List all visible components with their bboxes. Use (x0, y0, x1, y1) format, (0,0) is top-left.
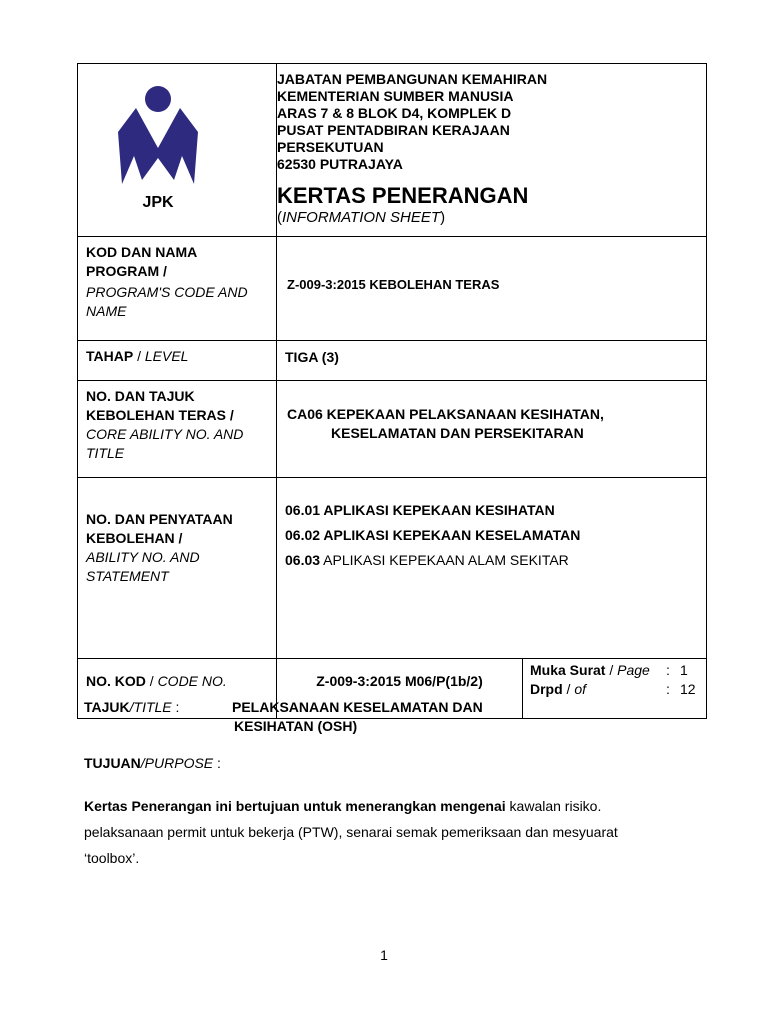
page-label (530, 661, 666, 680)
title-value: KESIHATAN (OSH) (234, 718, 358, 734)
page-of-total (530, 661, 706, 680)
ability-row (78, 478, 707, 659)
label-separator: / (605, 662, 618, 678)
level-value: TIGA (3) (285, 349, 339, 365)
label-separator: / (145, 673, 158, 689)
org-line: PUSAT PENTADBIRAN KERAJAAN (277, 122, 510, 138)
ability-text: APLIKASI KEPEKAAN ALAM SEKITAR (320, 552, 569, 568)
paren-open: ( (277, 209, 282, 226)
purpose-label (84, 755, 221, 771)
org-address (277, 64, 706, 173)
ability-item (285, 551, 706, 576)
doc-subtitle-text: INFORMATION SHEET (282, 209, 441, 226)
level-label: TAHAP (86, 348, 134, 364)
total-pages-value: 12 (680, 681, 696, 697)
jpk-logo-icon (116, 84, 201, 214)
ability-value-cell (277, 478, 707, 659)
ability-label: NO. DAN PENYATAAN (86, 511, 233, 527)
core-ability-label: NO. DAN TAJUK (86, 388, 195, 404)
org-line: 62530 PUTRAJAYA (277, 156, 403, 172)
page-number: 1 (380, 947, 388, 963)
title-value: PELAKSANAAN KESELAMATAN DAN (232, 699, 483, 715)
code-label: NO. KOD (86, 673, 146, 689)
purpose-label-ms: TUJUAN (84, 755, 141, 771)
paragraph-bold-text: Kertas Penerangan ini bertujuan untuk menerangkan mengenai (84, 798, 506, 814)
program-label-cell (78, 237, 277, 341)
ability-label-en: STATEMENT (86, 568, 169, 584)
org-line: PERSEKUTUAN (277, 139, 384, 155)
colon: : (666, 662, 670, 678)
label-separator: / (562, 681, 575, 697)
doc-title: KERTAS PENERANGAN (277, 183, 529, 208)
page-label-ms: Muka Surat (530, 662, 606, 678)
ability-list (285, 478, 706, 576)
core-ability-label-cell (78, 381, 277, 478)
logo-cell (78, 64, 277, 237)
org-cell (277, 64, 707, 237)
info-sheet-header-table (77, 63, 707, 719)
purpose-label-en: /PURPOSE (140, 755, 214, 771)
of-label-ms: Drpd (530, 681, 563, 697)
core-ability-value-cell (277, 381, 707, 478)
level-label-cell (78, 341, 277, 381)
label-separator: / (133, 348, 145, 364)
level-label-en: LEVEL (144, 348, 189, 364)
level-value-cell (277, 341, 707, 381)
program-value-cell (277, 237, 707, 341)
program-label-en: PROGRAM'S CODE AND (86, 284, 248, 300)
level-row (78, 341, 707, 381)
of-label (530, 680, 666, 699)
paragraph-line (84, 793, 704, 819)
ability-text: APLIKASI KEPEKAAN KESELAMATAN (320, 527, 581, 543)
core-ability-row (78, 381, 707, 478)
ability-item (285, 501, 706, 526)
core-ability-value-line: KESELAMATAN DAN PERSEKITARAN (331, 425, 584, 441)
core-ability-label-en: TITLE (86, 445, 125, 461)
core-ability-value-line: CA06 KEPEKAAN PELAKSANAAN KESIHATAN, (287, 406, 604, 422)
ability-label-cell (78, 478, 277, 659)
total-pages (530, 680, 706, 699)
ability-label: KEBOLEHAN / (86, 530, 183, 546)
paren-close: ) (440, 209, 446, 226)
purpose-paragraph (84, 793, 704, 871)
org-line: JABATAN PEMBANGUNAN KEMAHIRAN (277, 71, 548, 87)
program-label: KOD DAN NAMA (86, 244, 198, 260)
page-value: 1 (680, 662, 688, 678)
ability-number: 06.01 (285, 502, 321, 518)
title-label-ms: TAJUK (84, 699, 130, 715)
ability-label-en: ABILITY NO. AND (86, 549, 200, 565)
ability-number: 06.03 (285, 552, 321, 568)
org-line: ARAS 7 & 8 BLOK D4, KOMPLEK D (277, 105, 512, 121)
paragraph-line: ‘toolbox’. (84, 850, 140, 866)
code-value: Z-009-3:2015 M06/P(1b/2) (277, 659, 523, 719)
core-ability-label-en: CORE ABILITY NO. AND (86, 426, 244, 442)
program-value: Z-009-3:2015 KEBOLEHAN TERAS (287, 277, 500, 292)
org-line: KEMENTERIAN SUMBER MANUSIA (277, 88, 514, 104)
title-label-en: /TITLE (129, 699, 172, 715)
ability-text: APLIKASI KEPEKAAN KESIHATAN (320, 502, 555, 518)
core-ability-label: KEBOLEHAN TERAS / (86, 407, 234, 423)
header-row (78, 64, 707, 237)
ability-number: 06.02 (285, 527, 321, 543)
colon: : (171, 699, 180, 715)
page-info-cell (523, 659, 707, 719)
code-label-en: CODE NO. (157, 673, 227, 689)
paragraph-text: kawalan risiko. (505, 798, 602, 814)
page-label-en: Page (617, 662, 650, 678)
colon: : (213, 755, 221, 771)
core-ability-value (277, 381, 706, 443)
program-label: PROGRAM / (86, 263, 167, 279)
colon: : (666, 681, 670, 697)
ability-item (285, 526, 706, 551)
program-row (78, 237, 707, 341)
title-label (84, 698, 179, 717)
of-label-en: of (574, 681, 587, 697)
paragraph-line: pelaksanaan permit untuk bekerja (PTW), senarai semak pemeriksaan dan mesyuarat (84, 824, 618, 840)
doc-subtitle (277, 209, 706, 226)
program-label-en: NAME (86, 303, 127, 319)
logo-text: JPK (142, 194, 174, 211)
